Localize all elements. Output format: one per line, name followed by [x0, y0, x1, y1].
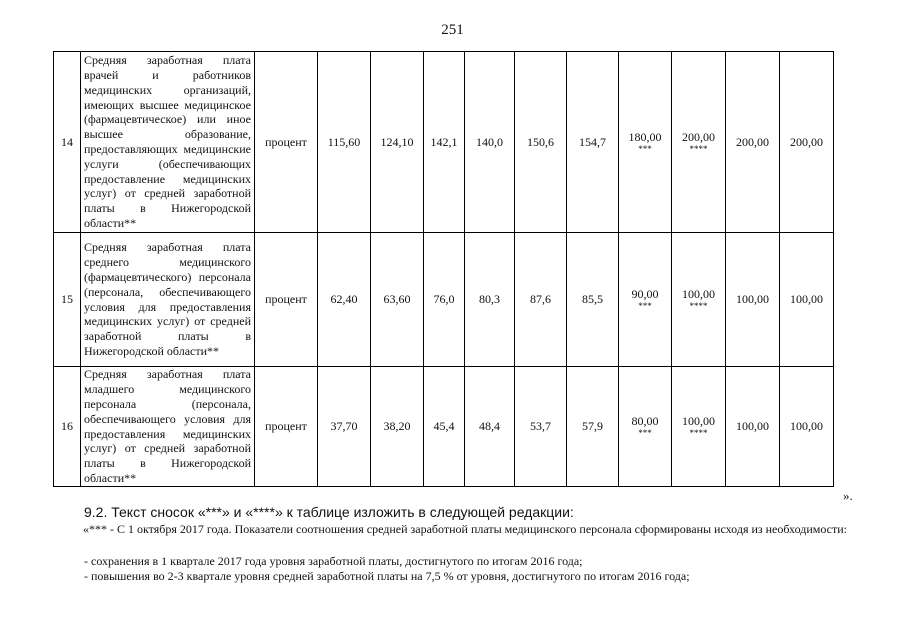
indicator-name: Средняя заработная плата среднего медицинского (фармацевтического) персонала (персонала, обеспечивающего условия для предоставления медицинских услуг) от средней заработной платы в Нижегородской области**: [81, 233, 255, 367]
value-cell: 85,5: [567, 233, 619, 367]
page-number: 251: [441, 22, 464, 38]
value-cell: 76,0: [424, 233, 465, 367]
value-cell: 100,00: [780, 367, 834, 487]
value-cell: 150,6: [515, 52, 567, 233]
closing-quote-mark: ».: [843, 488, 853, 503]
unit-cell: процент: [255, 367, 318, 487]
table-row: [54, 52, 834, 233]
table-row: [54, 233, 834, 367]
value-cell-footnoted: [672, 233, 726, 367]
value-cell: 87,6: [515, 233, 567, 367]
value-cell: 124,10: [371, 52, 424, 233]
value-cell: 57,9: [567, 367, 619, 487]
value-cell: 100,00: [726, 367, 780, 487]
footnote-mark: ***: [638, 428, 652, 438]
value-text: 80,00: [631, 414, 659, 428]
value-cell: 62,40: [318, 233, 371, 367]
value-cell-footnoted: [619, 52, 672, 233]
value-text: 100,00: [682, 414, 715, 428]
value-cell: 200,00: [780, 52, 834, 233]
value-cell: 37,70: [318, 367, 371, 487]
unit-cell: процент: [255, 52, 318, 233]
value-cell-footnoted: [619, 233, 672, 367]
value-cell: 48,4: [465, 367, 515, 487]
indicators-table: [53, 51, 834, 487]
value-cell: 38,20: [371, 367, 424, 487]
value-text: 100,00: [682, 287, 715, 301]
footnote-mark: ****: [689, 428, 708, 438]
value-cell: 53,7: [515, 367, 567, 487]
value-cell: 100,00: [726, 233, 780, 367]
value-text: 180,00: [628, 129, 662, 144]
list-item: - сохранения в 1 квартале 2017 года уровня заработной платы, достигнутого по итогам 2016 года;: [84, 554, 583, 568]
footnote-mark: ***: [638, 143, 652, 154]
row-number: 16: [54, 367, 81, 487]
indicator-name: Средняя заработная плата врачей и работников медицинских организаций, имеющих высшее медицинское (фармацевтическое) или иное высшее образование, предоставляющих медицинские услуги (обеспечивающих предоставление медицинских услуг) от средней заработной платы в Нижегородской области**: [81, 52, 255, 233]
value-text: 200,00: [682, 129, 715, 144]
value-cell: 115,60: [318, 52, 371, 233]
section-heading: 9.2. Текст сносок «***» и «****» к таблице изложить в следующей редакции:: [84, 504, 574, 520]
value-cell: 140,0: [465, 52, 515, 233]
value-cell: 45,4: [424, 367, 465, 487]
list-item: - повышения во 2-3 квартале уровня средней заработной платы на 7,5 % от уровня, достигнутого по итогам 2016 года;: [84, 569, 690, 583]
value-cell: 154,7: [567, 52, 619, 233]
value-text: 90,00: [631, 287, 659, 301]
row-number: 15: [54, 233, 81, 367]
value-cell: 142,1: [424, 52, 465, 233]
value-cell: 80,3: [465, 233, 515, 367]
value-cell-footnoted: [619, 367, 672, 487]
table-row: [54, 367, 834, 487]
value-cell: 100,00: [780, 233, 834, 367]
value-cell: 200,00: [726, 52, 780, 233]
value-cell: 63,60: [371, 233, 424, 367]
value-cell-footnoted: [672, 367, 726, 487]
footnote-mark: ****: [689, 301, 708, 311]
footnote-mark: ***: [638, 301, 652, 311]
footnote-paragraph: «*** - С 1 октября 2017 года. Показатели соотношения средней заработной платы медицинского персонала сформированы исходя из необходимости:: [83, 522, 847, 536]
row-number: 14: [54, 52, 81, 233]
footnote-mark: ****: [689, 143, 708, 154]
value-cell-footnoted: [672, 52, 726, 233]
indicator-name: Средняя заработная плата младшего медицинского персонала (персонала, обеспечивающего условия для предоставления медицинских услуг) от средней заработной платы в Нижегородской области**: [81, 367, 255, 487]
unit-cell: процент: [255, 233, 318, 367]
